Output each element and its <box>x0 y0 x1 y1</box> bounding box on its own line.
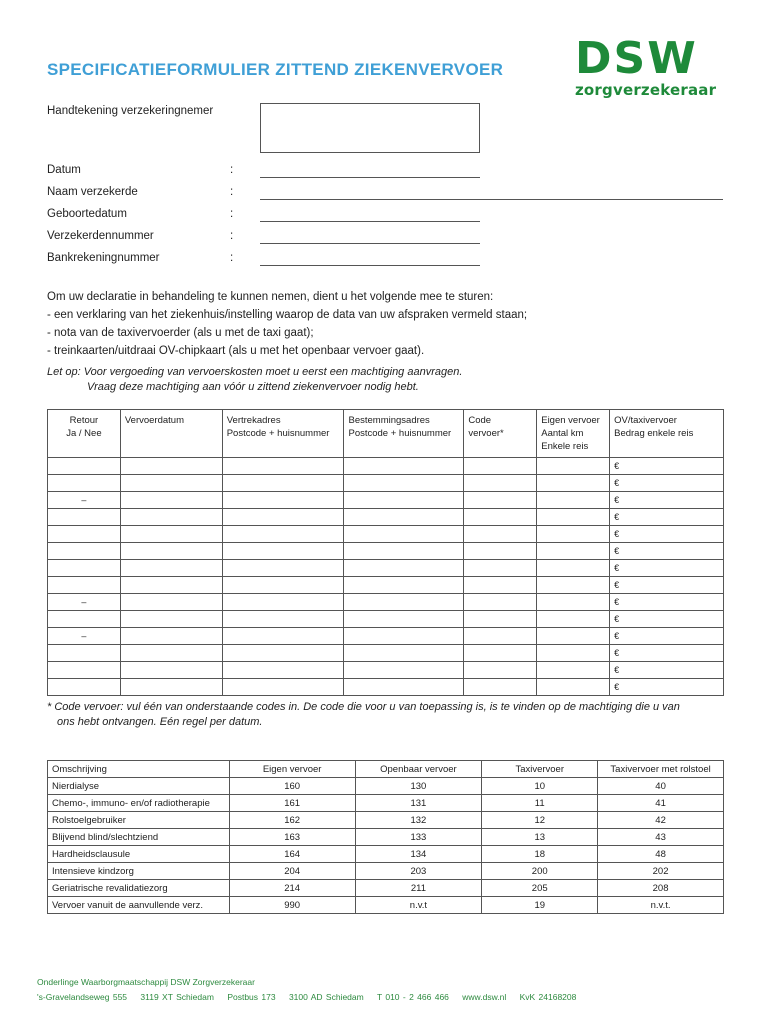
code-col-header: Eigen vervoer <box>229 761 355 778</box>
code-value: 205 <box>482 880 598 897</box>
code-row <box>48 812 724 829</box>
col-header-bestemmingsadres: Bestemmingsadres Postcode + huisnummer <box>344 410 464 458</box>
trip-cell[interactable] <box>120 492 222 509</box>
trip-cell[interactable] <box>120 679 222 696</box>
code-value: 200 <box>482 863 598 880</box>
instructions <box>47 288 527 360</box>
trip-cell[interactable] <box>120 594 222 611</box>
amount-cell[interactable]: € <box>610 628 724 645</box>
code-row <box>48 829 724 846</box>
retour-cell[interactable] <box>48 662 121 679</box>
trip-cell[interactable] <box>537 560 610 577</box>
retour-cell[interactable]: – <box>48 594 121 611</box>
dsw-logo <box>575 33 725 99</box>
trip-cell[interactable] <box>222 492 344 509</box>
trip-row <box>48 509 724 526</box>
footer-street: 's-Gravelandseweg 555 <box>37 992 128 1002</box>
trip-cell[interactable] <box>464 679 537 696</box>
retour-cell[interactable] <box>48 509 121 526</box>
code-col-header: Taxivervoer <box>482 761 598 778</box>
trip-cell[interactable] <box>222 679 344 696</box>
trip-cell[interactable] <box>537 594 610 611</box>
trip-cell[interactable] <box>344 577 464 594</box>
trip-cell[interactable] <box>344 628 464 645</box>
trip-cell[interactable] <box>464 492 537 509</box>
code-col-header: Openbaar vervoer <box>355 761 482 778</box>
trip-cell[interactable] <box>120 628 222 645</box>
retour-cell[interactable] <box>48 611 121 628</box>
footer-postcode: 3119 XT Schiedam <box>140 992 214 1002</box>
footer-postbus: Postbus 173 <box>227 992 276 1002</box>
code-row <box>48 880 724 897</box>
code-col-header: Omschrijving <box>48 761 230 778</box>
code-value: 204 <box>229 863 355 880</box>
retour-cell[interactable] <box>48 475 121 492</box>
code-value: 132 <box>355 812 482 829</box>
code-value: 11 <box>482 795 598 812</box>
amount-cell[interactable]: € <box>610 492 724 509</box>
code-row <box>48 897 724 914</box>
field-colon: : <box>230 164 234 176</box>
trip-cell[interactable] <box>537 645 610 662</box>
field-colon: : <box>230 252 234 264</box>
trip-cell[interactable] <box>120 543 222 560</box>
trip-cell[interactable] <box>344 526 464 543</box>
footnote-line-2: ons hebt ontvangen. Eén regel per datum. <box>57 716 263 728</box>
code-description: Blijvend blind/slechtziend <box>48 829 230 846</box>
trip-cell[interactable] <box>537 662 610 679</box>
code-value: 10 <box>482 778 598 795</box>
code-value: 130 <box>355 778 482 795</box>
trip-row <box>48 458 724 475</box>
trip-row <box>48 543 724 560</box>
retour-cell[interactable] <box>48 560 121 577</box>
code-value: 18 <box>482 846 598 863</box>
trip-cell[interactable] <box>344 645 464 662</box>
trip-cell[interactable] <box>344 611 464 628</box>
field-colon: : <box>230 230 234 242</box>
footer-address <box>37 992 586 1002</box>
code-row <box>48 863 724 880</box>
footer-web-link[interactable]: www.dsw.nl <box>462 992 507 1002</box>
logo-wordmark: DSW <box>575 33 698 84</box>
trip-cell[interactable] <box>344 492 464 509</box>
trip-cell[interactable] <box>464 577 537 594</box>
amount-cell[interactable]: € <box>610 560 724 577</box>
trip-cell[interactable] <box>344 458 464 475</box>
code-value: 13 <box>482 829 598 846</box>
trip-cell[interactable] <box>537 509 610 526</box>
trip-cell[interactable] <box>120 577 222 594</box>
code-row <box>48 846 724 863</box>
trip-cell[interactable] <box>222 509 344 526</box>
signature-box[interactable] <box>260 103 480 153</box>
trip-cell[interactable] <box>222 662 344 679</box>
code-value: 134 <box>355 846 482 863</box>
trip-table-header <box>48 410 724 458</box>
code-col-header: Taxivervoer met rolstoel <box>598 761 724 778</box>
trip-cell[interactable] <box>120 662 222 679</box>
trip-cell[interactable] <box>537 475 610 492</box>
verzekerdennummer-input-line[interactable] <box>260 243 480 244</box>
code-description: Vervoer vanuit de aanvullende verz. <box>48 897 230 914</box>
col-header-vervoerdatum: Vervoerdatum <box>120 410 222 458</box>
code-value: 211 <box>355 880 482 897</box>
trip-cell[interactable] <box>344 679 464 696</box>
instructions-item: - een verklaring van het ziekenhuis/instelling waarop de data van uw afspraken vermeld staan; <box>47 309 528 321</box>
trip-row <box>48 560 724 577</box>
trip-cell[interactable] <box>222 543 344 560</box>
logo-tagline: zorgverzekeraar <box>575 81 717 99</box>
code-value: n.v.t. <box>598 897 724 914</box>
instructions-item: - treinkaarten/uitdraai OV-chipkaart (als u met het openbaar vervoer gaat). <box>47 345 425 357</box>
signature-label: Handtekening verzekeringnemer <box>47 105 214 117</box>
col-header-vertrekadres: Vertrekadres Postcode + huisnummer <box>222 410 344 458</box>
code-value: 131 <box>355 795 482 812</box>
let-op-note <box>47 365 462 395</box>
code-value: 43 <box>598 829 724 846</box>
trip-cell[interactable] <box>464 662 537 679</box>
trip-cell[interactable] <box>120 458 222 475</box>
trip-cell[interactable] <box>222 645 344 662</box>
retour-cell[interactable] <box>48 458 121 475</box>
trip-cell[interactable] <box>537 543 610 560</box>
field-colon: : <box>230 208 234 220</box>
trip-cell[interactable] <box>222 526 344 543</box>
code-table <box>47 760 724 914</box>
code-description: Rolstoelgebruiker <box>48 812 230 829</box>
trip-cell[interactable] <box>222 628 344 645</box>
trip-cell[interactable] <box>344 543 464 560</box>
trip-cell[interactable] <box>464 645 537 662</box>
footer-phone: T 010 - 2 466 466 <box>376 992 449 1002</box>
trip-cell[interactable] <box>464 560 537 577</box>
footer-organisation: Onderlinge Waarborgmaatschappij DSW Zorgverzekeraar <box>37 977 255 987</box>
trip-cell[interactable] <box>120 645 222 662</box>
code-value: 40 <box>598 778 724 795</box>
code-value: 161 <box>229 795 355 812</box>
datum-input-line[interactable] <box>260 177 480 178</box>
trip-row <box>48 645 724 662</box>
trip-cell[interactable] <box>120 611 222 628</box>
footer-kvk: KvK 24168208 <box>519 992 577 1002</box>
trip-row <box>48 594 724 611</box>
code-value: 214 <box>229 880 355 897</box>
code-description: Chemo-, immuno- en/of radiotherapie <box>48 795 230 812</box>
code-value: 41 <box>598 795 724 812</box>
trip-cell[interactable] <box>537 526 610 543</box>
amount-cell[interactable]: € <box>610 645 724 662</box>
retour-cell[interactable] <box>48 526 121 543</box>
code-row <box>48 795 724 812</box>
form-title: SPECIFICATIEFORMULIER ZITTEND ZIEKENVERVOER <box>47 60 504 79</box>
code-value: 160 <box>229 778 355 795</box>
field-colon: : <box>230 186 234 198</box>
footer-postbus-city: 3100 AD Schiedam <box>288 992 364 1002</box>
amount-cell[interactable]: € <box>610 611 724 628</box>
amount-cell[interactable]: € <box>610 509 724 526</box>
col-header-code-vervoer: Code vervoer* <box>464 410 537 458</box>
trip-cell[interactable] <box>344 509 464 526</box>
amount-cell[interactable]: € <box>610 594 724 611</box>
trip-row <box>48 475 724 492</box>
trip-row <box>48 679 724 696</box>
retour-cell[interactable] <box>48 543 121 560</box>
trip-cell[interactable] <box>464 543 537 560</box>
field-label-geboortedatum: Geboortedatum <box>47 208 127 220</box>
amount-cell[interactable]: € <box>610 679 724 696</box>
trip-cell[interactable] <box>120 509 222 526</box>
trip-cell[interactable] <box>222 560 344 577</box>
instructions-item: - nota van de taxivervoerder (als u met de taxi gaat); <box>47 327 314 339</box>
code-value: 208 <box>598 880 724 897</box>
col-header-ov-taxi: OV/taxivervoer Bedrag enkele reis <box>610 410 724 458</box>
amount-cell[interactable]: € <box>610 662 724 679</box>
trip-cell[interactable] <box>537 679 610 696</box>
amount-cell[interactable]: € <box>610 577 724 594</box>
code-value: 12 <box>482 812 598 829</box>
trip-cell[interactable] <box>464 475 537 492</box>
trip-cell[interactable] <box>537 577 610 594</box>
let-op-line-1: Let op: Voor vergoeding van vervoerskosten moet u eerst een machtiging aanvragen. <box>47 366 463 378</box>
code-value: 19 <box>482 897 598 914</box>
amount-cell[interactable]: € <box>610 475 724 492</box>
code-value: 163 <box>229 829 355 846</box>
trip-cell[interactable] <box>537 611 610 628</box>
code-value: 42 <box>598 812 724 829</box>
geboortedatum-input-line[interactable] <box>260 221 480 222</box>
trip-cell[interactable] <box>464 458 537 475</box>
trip-cell[interactable] <box>222 594 344 611</box>
trip-table <box>47 409 724 696</box>
trip-cell[interactable] <box>344 594 464 611</box>
field-label-datum: Datum <box>47 164 81 176</box>
trip-cell[interactable] <box>344 475 464 492</box>
code-row <box>48 778 724 795</box>
code-value: 162 <box>229 812 355 829</box>
trip-row <box>48 577 724 594</box>
retour-cell[interactable] <box>48 577 121 594</box>
let-op-line-2: Vraag deze machtiging aan vóór u zittend ziekenvervoer nodig hebt. <box>87 381 419 393</box>
trip-cell[interactable] <box>222 577 344 594</box>
bankrekeningnummer-input-line[interactable] <box>260 265 480 266</box>
code-value: 990 <box>229 897 355 914</box>
field-label-bankrekeningnummer: Bankrekeningnummer <box>47 252 160 264</box>
amount-cell[interactable]: € <box>610 543 724 560</box>
retour-cell[interactable]: – <box>48 628 121 645</box>
trip-cell[interactable] <box>120 475 222 492</box>
code-description: Intensieve kindzorg <box>48 863 230 880</box>
trip-cell[interactable] <box>222 475 344 492</box>
amount-cell[interactable]: € <box>610 526 724 543</box>
code-value: n.v.t <box>355 897 482 914</box>
col-header-eigen-vervoer: Eigen vervoer Aantal km Enkele reis <box>537 410 610 458</box>
trip-cell[interactable] <box>464 611 537 628</box>
amount-cell[interactable]: € <box>610 458 724 475</box>
code-value: 203 <box>355 863 482 880</box>
trip-cell[interactable] <box>344 662 464 679</box>
field-label-naam: Naam verzekerde <box>47 186 138 198</box>
trip-cell[interactable] <box>222 611 344 628</box>
naam-input-line[interactable] <box>260 199 723 200</box>
trip-cell[interactable] <box>537 492 610 509</box>
col-header-retour: Retour Ja / Nee <box>48 410 121 458</box>
code-description: Nierdialyse <box>48 778 230 795</box>
code-footnote <box>47 700 727 730</box>
code-value: 133 <box>355 829 482 846</box>
trip-row <box>48 526 724 543</box>
code-description: Geriatrische revalidatiezorg <box>48 880 230 897</box>
trip-cell[interactable] <box>537 628 610 645</box>
trip-row <box>48 611 724 628</box>
code-value: 164 <box>229 846 355 863</box>
trip-cell[interactable] <box>120 526 222 543</box>
code-table-header <box>48 761 724 778</box>
trip-cell[interactable] <box>120 560 222 577</box>
trip-cell[interactable] <box>464 628 537 645</box>
trip-cell[interactable] <box>222 458 344 475</box>
trip-cell[interactable] <box>464 509 537 526</box>
trip-cell[interactable] <box>464 526 537 543</box>
code-description: Hardheidsclausule <box>48 846 230 863</box>
retour-cell[interactable] <box>48 679 121 696</box>
trip-row <box>48 628 724 645</box>
trip-row <box>48 492 724 509</box>
trip-cell[interactable] <box>464 594 537 611</box>
instructions-intro: Om uw declaratie in behandeling te kunnen nemen, dient u het volgende mee te sturen: <box>47 291 494 303</box>
retour-cell[interactable]: – <box>48 492 121 509</box>
trip-row <box>48 662 724 679</box>
retour-cell[interactable] <box>48 645 121 662</box>
field-label-verzekerdennummer: Verzekerdennummer <box>47 230 154 242</box>
trip-cell[interactable] <box>344 560 464 577</box>
code-value: 48 <box>598 846 724 863</box>
trip-cell[interactable] <box>537 458 610 475</box>
code-value: 202 <box>598 863 724 880</box>
footnote-line-1: * Code vervoer: vul één van onderstaande codes in. De code die voor u van toepassing is, is te vinden op de machtiging die u van <box>47 701 680 713</box>
